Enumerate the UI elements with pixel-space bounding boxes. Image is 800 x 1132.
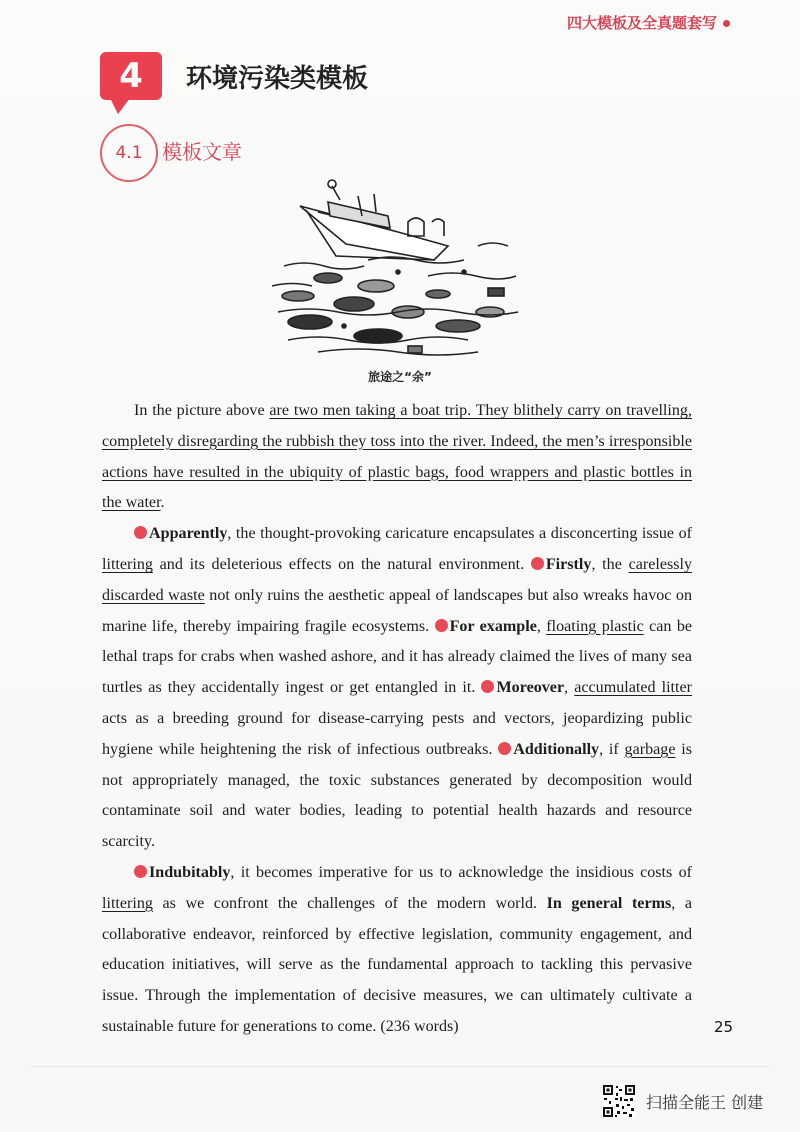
scanner-watermark: 扫描全能王 创建 [646,1093,764,1112]
p3-text-1: , it becomes imperative for us to acknowledge the insidious costs of [230,863,692,881]
p2-bold-3: For example [449,617,537,635]
marker-1-icon [134,526,147,539]
p2-text-10: is not appropriately managed, the toxic substances generated by decomposition would contaminate soil and water bodies, leading to potential health hazards and resource scarcity. [102,740,693,851]
boat-rubbish-illustration [258,176,530,366]
section-title: 环境污染类模板 [186,64,369,94]
p2-bold-4: Moreover [496,679,565,697]
p3-bold-2: In general terms [546,894,672,912]
p1-text-end: . [160,494,165,512]
paragraph-3 [102,858,692,1043]
marker-4-icon [481,680,494,693]
p2-text-5: , [536,617,547,635]
section-number-badge: 4 [100,52,162,100]
p2-text-6: can be lethal traps for crabs when washed ashore, and it has already claimed the lives of many sea turtles as they accidentally ingest or get entangled in it. [102,617,693,697]
marker-2-icon [531,557,544,570]
p1-text: In the picture above [134,402,270,419]
p2-bold-1: Apparently [149,525,228,543]
marker-3-icon [435,619,448,632]
paragraph-2 [102,519,692,858]
page-number: 25 [714,1018,734,1036]
subsection-title: 模板文章 [162,140,242,164]
p2-bold-2: Firstly [545,555,592,573]
p2-text-9: , if [599,740,625,758]
p3-text-3: , a collaborative endeavor, reinforced by effective legislation, community engagement, and education initiatives, will serve as the fundamental approach to tackling this pervasive issue. Through the implementation of decisive measures, we can ultimately cultivate a sustainable future for generations to come. (236 words) [102,894,692,1035]
marker-6-icon [134,865,147,878]
p2-underline-1: littering [102,555,153,573]
p3-bold-1: Indubitably [149,863,231,881]
p2-text-1: , the thought-provoking caricature encapsulates a disconcerting issue of [227,525,692,543]
p2-text-8: acts as a breeding ground for disease-carrying pests and vectors, jeopardizing public hygiene while heightening the risk of infectious outbreaks. [102,709,692,758]
essay-body [102,396,692,1043]
p3-underline-1: littering [102,894,153,912]
p2-text-2: and its deleterious effects on the natural environment. [152,555,531,573]
p1-underlined-text: are two men taking a boat trip. They blithely carry on travelling, completely disregarding the rubbish they toss into the river. Indeed, the men’s irresponsible actions have resulted in the ubiquity of plastic bags, food wrappers and plastic bottles in the water [102,402,692,512]
running-head-dot-icon [723,20,730,27]
subsection-number-badge: 4.1 [100,124,158,182]
illustration-caption: 旅途之“余” [368,370,432,384]
p2-underline-5: garbage [624,740,676,758]
p2-text-7: , [564,679,575,697]
p2-underline-2: carelessly discarded waste [102,555,693,604]
p2-text-3: , the [591,555,629,573]
marker-5-icon [498,742,511,755]
p2-text-4: not only ruins the aesthetic appeal of landscapes but also wreaks havoc on marine life, thereby impairing fragile ecosystems. [102,586,693,635]
bottom-divider [30,1066,770,1067]
p2-underline-3: floating plastic [546,617,644,635]
qr-code-icon [602,1084,636,1118]
p2-underline-4: accumulated litter [574,679,693,697]
running-head [567,12,730,33]
p2-bold-5: Additionally [513,740,600,758]
p3-text-2: as we confront the challenges of the modern world. [152,894,547,912]
running-head-text: 四大模板及全真题套写 [566,14,717,32]
paragraph-1 [102,396,692,519]
